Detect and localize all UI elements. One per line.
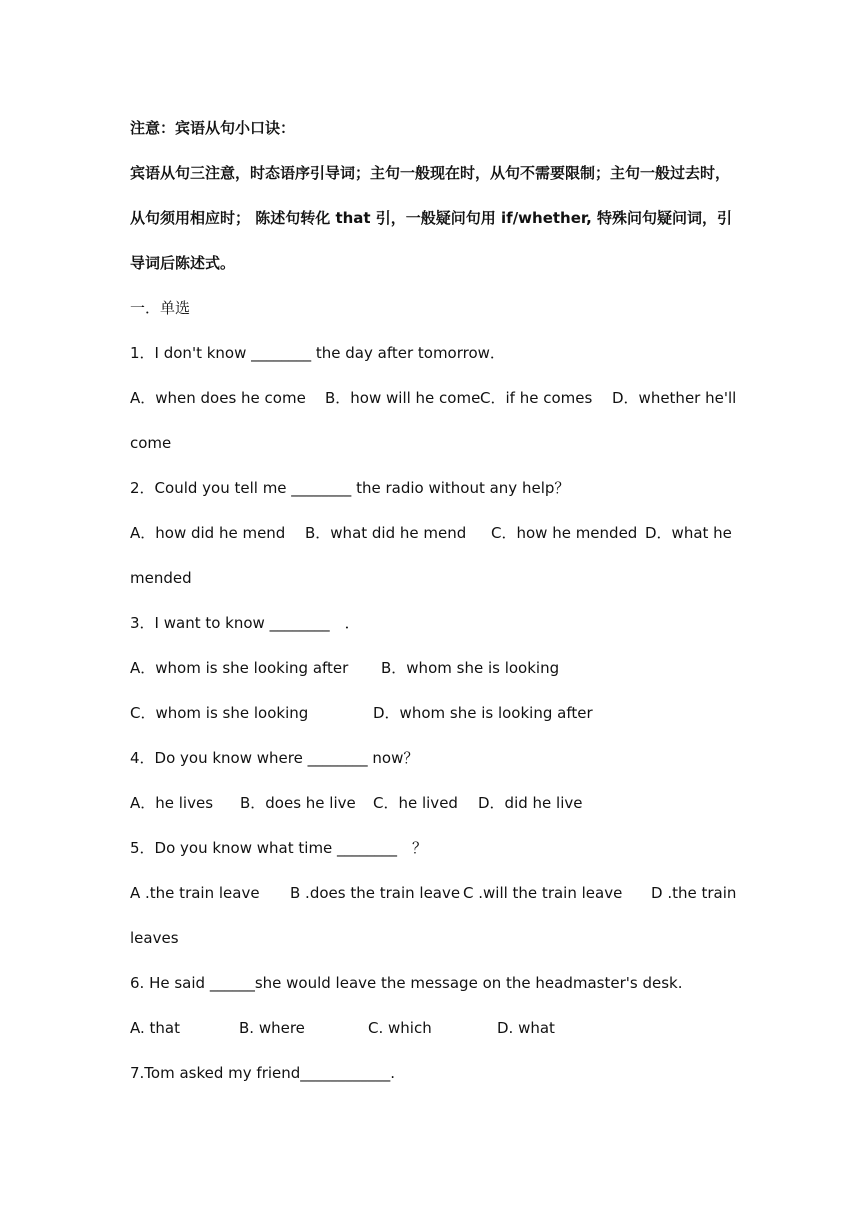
question-5-option-a: A .the train leave [130,884,260,902]
note-line-2: 从句须用相应时； 陈述句转化 that 引，一般疑问句用 if/whether, 特殊问句疑问词，引 [130,209,733,227]
question-6-option-c: C. which [368,1019,432,1037]
question-1-option-b: B．how will he come [325,389,481,407]
question-1-option-a: A．when does he come [130,389,306,407]
question-1-options [130,388,735,408]
question-1-option-d: D．whether he'll [612,389,737,407]
question-4-option-b: B．does he live [240,794,356,812]
question-2-options [130,523,735,543]
question-5-stem: 5．Do you know what time ________ ？ [130,839,428,857]
question-3-option-c: C．whom is she looking [130,704,309,722]
note-heading: 注意：宾语从句小口诀： [130,119,296,137]
question-2-wrap: mended [130,569,192,587]
question-4-options [130,793,735,813]
note-line-1: 宾语从句三注意，时态语序引导词；主句一般现在时，从句不需要限制；主句一般过去时， [130,164,731,182]
question-5-options [130,883,735,903]
section-title: 一．单选 [130,299,191,317]
question-5-option-d: D .the train [651,884,737,902]
question-3-option-a: A．whom is she looking after [130,659,349,677]
question-6-stem: 6. He said ______she would leave the message on the headmaster's desk. [130,974,683,992]
question-3-options-row-2 [130,703,735,723]
question-7-stem: 7.Tom asked my friend____________. [130,1064,396,1082]
question-5-wrap: leaves [130,929,179,947]
question-6-option-a: A. that [130,1019,180,1037]
note-line-3: 导词后陈述式。 [130,254,236,272]
question-3-options-row-1 [130,658,735,678]
question-2-option-a: A．how did he mend [130,524,286,542]
question-6-option-b: B. where [239,1019,305,1037]
question-3-stem: 3．I want to know ________ ． [130,614,360,632]
question-1-stem: 1．I don't know ________ the day after tomorrow． [130,344,505,362]
question-4-option-d: D．did he live [478,794,583,812]
question-3-option-d: D．whom she is looking after [373,704,593,722]
question-6-option-d: D. what [497,1019,555,1037]
question-1-wrap: come [130,434,172,452]
question-6-options [130,1018,735,1038]
question-2-option-b: B．what did he mend [305,524,467,542]
question-1-option-c: C．if he comes [480,389,593,407]
question-5-option-b: B .does the train leave [290,884,461,902]
question-2-stem: 2．Could you tell me ________ the radio without any help？ [130,479,570,497]
question-5-option-c: C .will the train leave [463,884,623,902]
question-2-option-c: C．how he mended [491,524,638,542]
question-4-stem: 4．Do you know where ________ now？ [130,749,419,767]
question-2-option-d: D．what he [645,524,732,542]
question-3-option-b: B．whom she is looking [381,659,560,677]
question-4-option-a: A．he lives [130,794,214,812]
question-4-option-c: C．he lived [373,794,458,812]
